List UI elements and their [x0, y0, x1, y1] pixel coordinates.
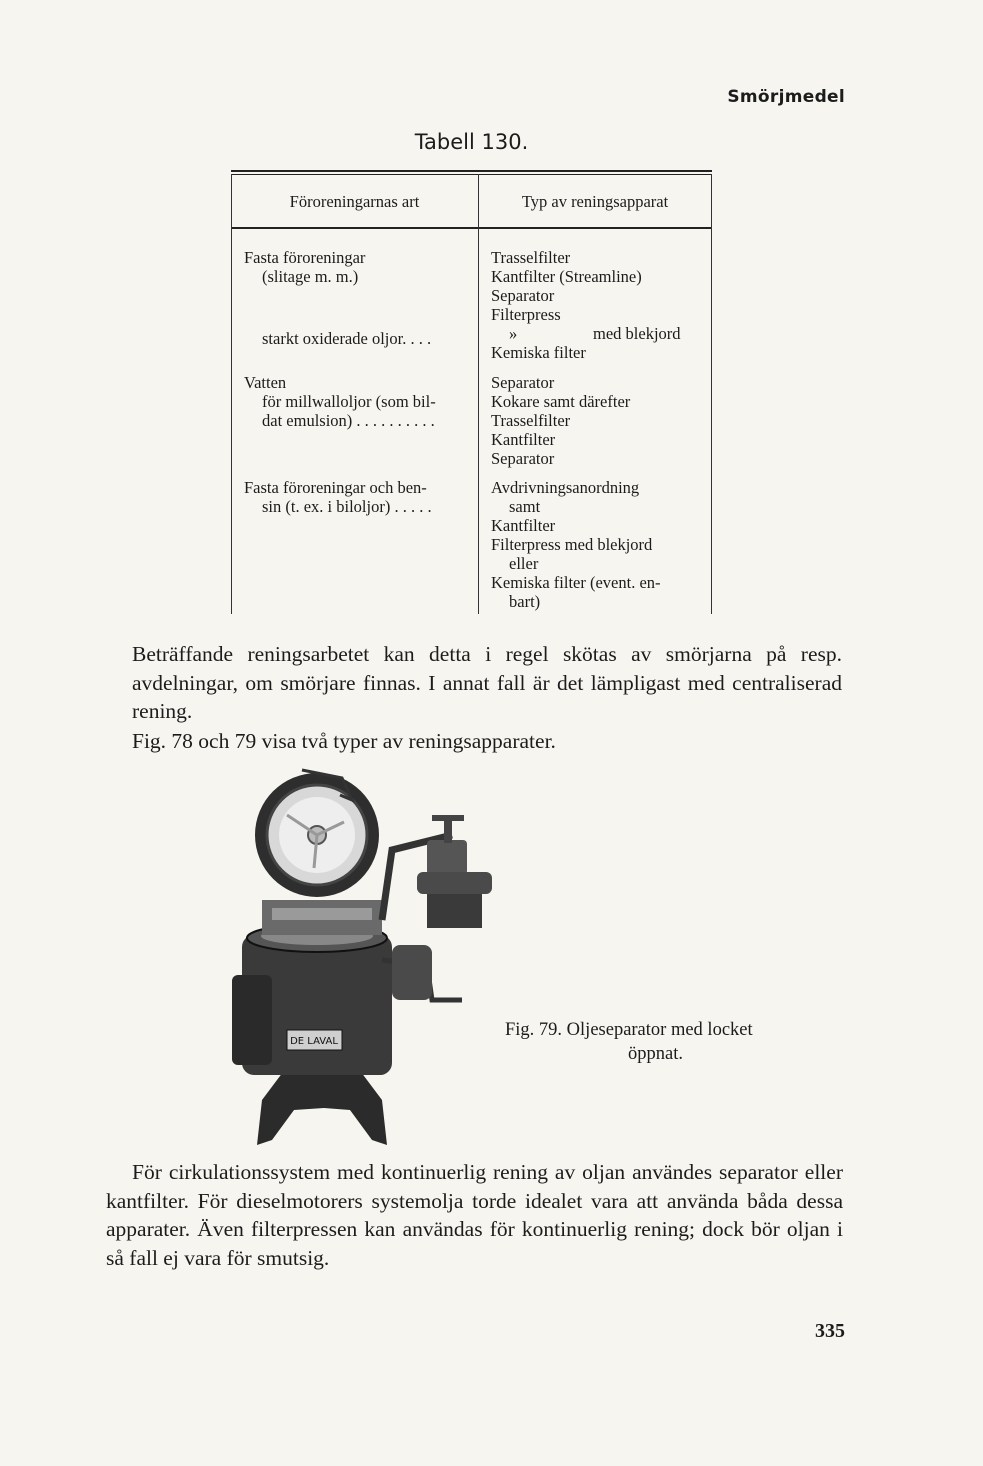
purification-table	[231, 170, 712, 614]
table-cell: Filterpress med blekjord	[491, 535, 653, 554]
table-cell: Kokare samt därefter	[491, 392, 631, 411]
caption-line-2: öppnat.	[628, 1044, 683, 1064]
body-paragraph-circulation	[106, 1158, 843, 1272]
table-top-rule-thin	[231, 174, 712, 175]
table-cell: Trasselfilter	[491, 411, 571, 430]
table-column-divider	[478, 174, 479, 614]
paragraph-cirkulationssystem: För cirkulationssystem med kontinuerlig rening av oljan användes separator eller kantfilter. För dieselmotorers systemolja torde idealet vara att använda båda dessa apparater. Även filterpressen kan användas för kontinuerlig rening; dock bör oljan i så fall ej vara för smutsig.	[106, 1160, 843, 1270]
nameplate-text: DE LAVAL	[290, 1036, 338, 1047]
table-header-rule	[231, 227, 712, 229]
table-cell: med blekjord	[593, 324, 681, 343]
column-header-apparatus: Typ av reningsapparat	[521, 192, 669, 211]
table-right-border	[711, 174, 712, 614]
body-paragraph-figref	[132, 727, 842, 756]
table-cell: sin (t. ex. i biloljor) . . . . .	[262, 497, 432, 516]
table-cell: Separator	[491, 373, 555, 392]
oil-separator-illustration	[232, 760, 497, 1155]
page-number: 335	[815, 1320, 845, 1342]
caption-line-1: Fig. 79. Oljeseparator med locket	[505, 1020, 753, 1040]
table-top-rule	[231, 170, 712, 172]
table-cell: Avdrivningsanordning	[491, 478, 640, 497]
table-cell: Kantfilter	[491, 430, 556, 449]
table-cell: Fasta föroreningar	[244, 248, 366, 267]
running-head: Smörjmedel	[727, 87, 845, 107]
table-cell: Vatten	[244, 373, 287, 392]
table-cell: Filterpress	[491, 305, 561, 324]
table-cell: starkt oxiderade oljor. . . .	[262, 329, 432, 348]
table-cell: eller	[509, 554, 539, 573]
table-cell: Kemiska filter	[491, 343, 586, 362]
table-left-border	[231, 174, 232, 614]
figure-caption	[505, 1018, 845, 1066]
table-cell: Separator	[491, 449, 555, 468]
table-cell: Trasselfilter	[491, 248, 571, 267]
table-cell: Separator	[491, 286, 555, 305]
table-cell: (slitage m. m.)	[262, 267, 359, 286]
table-cell: Kantfilter (Streamline)	[491, 267, 642, 286]
table-cell: för millwalloljor (som bil-	[262, 392, 436, 411]
body-paragraph	[132, 640, 842, 726]
table-cell: bart)	[509, 592, 541, 611]
table-cell: Kemiska filter (event. en-	[491, 573, 661, 592]
table-cell: Kantfilter	[491, 516, 556, 535]
table-cell: »	[509, 324, 518, 343]
table-cell: dat emulsion) . . . . . . . . . .	[262, 411, 435, 430]
paragraph-figure-reference: Fig. 78 och 79 visa två typer av reningsapparater.	[132, 729, 556, 753]
table-cell: Fasta föroreningar och ben-	[244, 478, 427, 497]
column-header-contaminant: Föroreningarnas art	[289, 192, 420, 211]
table-cell: samt	[509, 497, 541, 516]
table-title: Tabell 130.	[414, 130, 529, 154]
paragraph-reningsarbetet: Beträffande reningsarbetet kan detta i regel skötas av smörjarna på resp. avdelningar, om smörjare finnas. I annat fall är det lämpligast med centraliserad rening.	[132, 642, 842, 723]
